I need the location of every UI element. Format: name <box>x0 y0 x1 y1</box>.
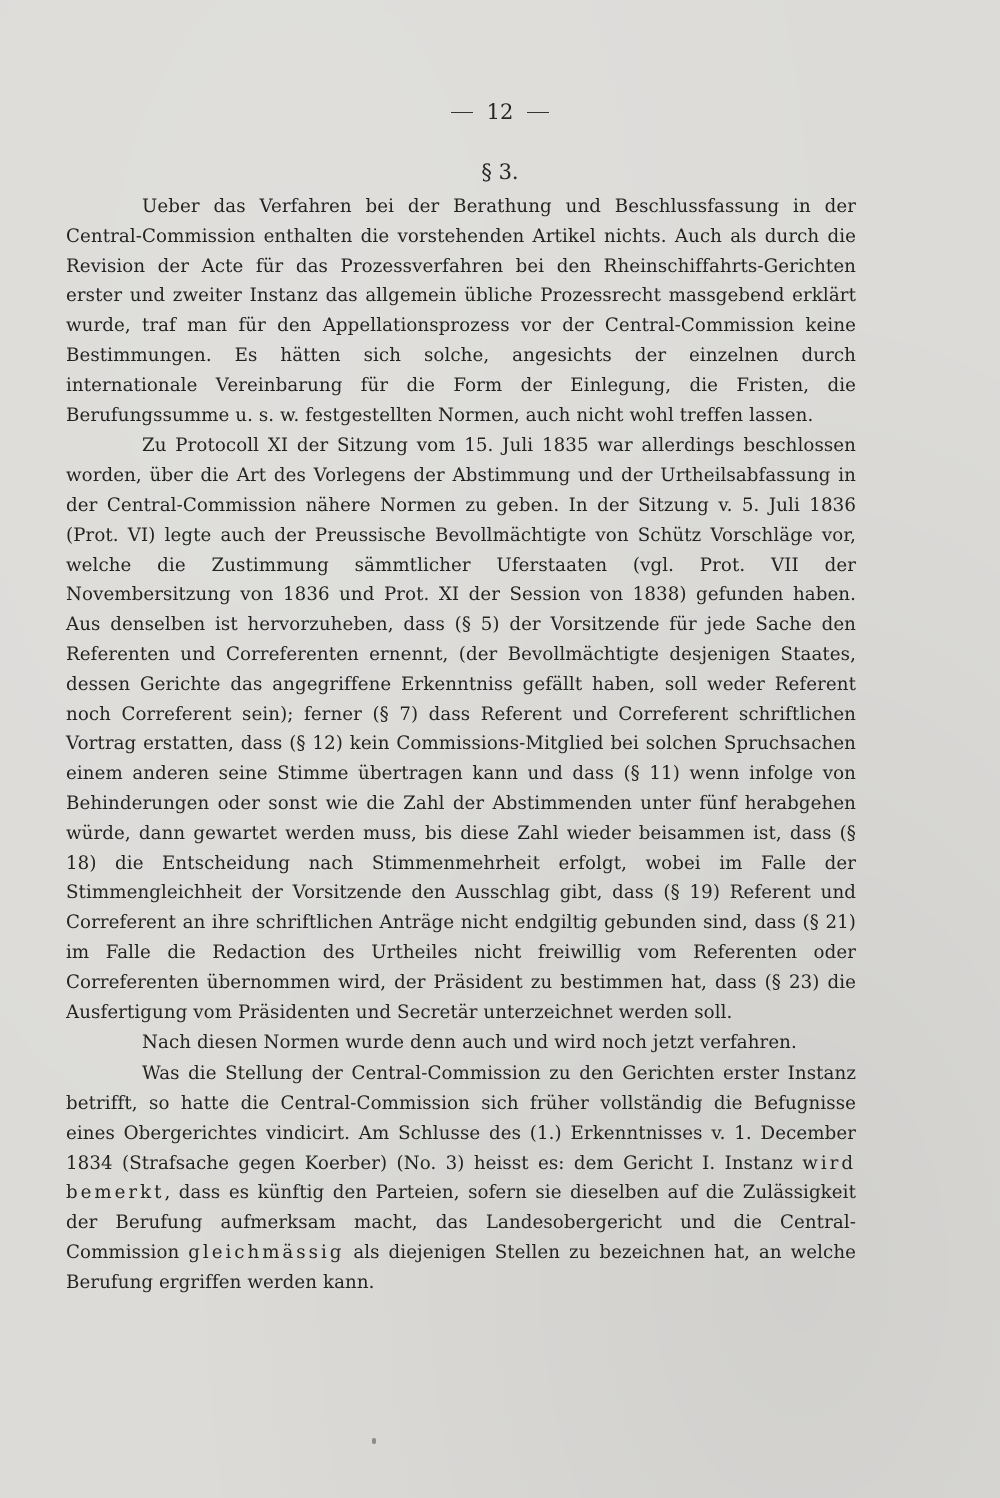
paragraph-2: Zu Protocoll XI der Sitzung vom 15. Juli 1835 war allerdings beschlossen worden, über die Art des Vorlegens der Abstimmung und der Urtheilsabfassung in der Central-Commission nähere Normen zu geben. In der Sitzung v. 5. Juli 1836 (Prot. VI) legte auch der Preussische Bevollmächtigte von Schütz Vorschläge vor, welche die Zustimmung sämmtlicher Uferstaaten (vgl. Prot. VII der Novembersitzung von 1836 und Prot. XI der Session von 1838) gefunden haben. Aus denselben ist hervorzuheben, dass (§ 5) der Vorsitzende für jede Sache den Referenten und Correferenten ernennt, (der Bevollmächtigte desjenigen Staates, dessen Gerichte das angegriffene Erkenntniss gefällt haben, soll weder Referent noch Correferent sein); ferner (§ 7) dass Referent und Correferent schriftlichen Vortrag erstatten, dass (§ 12) kein Commissions-Mitglied bei solchen Spruchsachen einem anderen seine Stimme übertragen kann und dass (§ 11) wenn infolge von Behinderungen oder sonst wie die Zahl der Abstimmenden unter fünf herabgehen würde, dann gewartet werden muss, bis diese Zahl wieder beisammen ist, dass (§ 18) die Entscheidung nach Stimmenmehrheit erfolgt, wobei im Falle der Stimmengleichheit der Vorsitzende den Ausschlag gibt, dass (§ 19) Referent und Correferent an ihre schriftlichen Anträge nicht endgiltig gebunden sind, dass (§ 21) im Falle die Redaction des Urtheiles nicht freiwillig vom Referenten oder Correferenten übernommen wird, der Präsident zu bestimmen hat, dass (§ 23) die Ausfertigung vom Präsidenten und Secretär unterzeichnet werden soll. <box>66 435 856 1023</box>
header-dash-left <box>451 112 473 113</box>
section-heading: § 3. <box>481 160 519 184</box>
paragraph-4 <box>66 1059 856 1297</box>
emphasis-wird-bemerkt: wird bemerkt <box>66 1152 856 1204</box>
paragraph-3: Nach diesen Normen wurde denn auch und wird noch jetzt verfahren. <box>142 1032 797 1054</box>
paragraph-1: Ueber das Verfahren bei der Berathung und Beschlussfassung in der Central-Commission enthalten die vorstehenden Artikel nichts. Auch als durch die Revision der Acte für das Prozessverfahren bei den Rheinschiffahrts-Gerichten erster und zweiter Instanz das allgemein übliche Prozessrecht massgebend erklärt wurde, traf man für den Appellationsprozess vor der Central-Commission keine Bestimmungen. Es hätten sich solche, angesichts der einzelnen durch internationale Vereinbarung für die Form der Einlegung, die Fristen, die Berufungssumme u. s. w. festgestellten Normen, auch nicht wohl treffen lassen. <box>66 196 856 426</box>
paragraph-4-text-b: , dass es künftig den Parteien, sofern sie dieselben auf die Zulässigkeit der Berufung aufmerksam macht, das Landesobergericht und die Central-Commission <box>66 1182 856 1263</box>
paragraph-4-text-a: Was die Stellung der Central-Commission zu den Gerichten erster Instanz betrifft, so hatte die Central-Commission sich früher vollständig die Befugnisse eines Obergerichtes vindicirt. Am Schlusse des (1.) Erkenntnisses v. 1. December 1834 (Strafsache gegen Koerber) (No. 3) heisst es: dem Gericht I. Instanz <box>66 1063 856 1174</box>
emphasis-gleichmaessig: gleichmässig <box>188 1241 345 1263</box>
paragraph-4-text-c: als diejenigen Stellen zu bezeichnen hat, an welche Berufung ergriffen werden kann. <box>66 1241 856 1293</box>
page-header <box>0 100 1000 124</box>
header-dash-right <box>527 112 549 113</box>
page-number: 12 <box>486 100 514 124</box>
paper-speck <box>372 1438 376 1444</box>
body-text <box>66 192 856 1297</box>
